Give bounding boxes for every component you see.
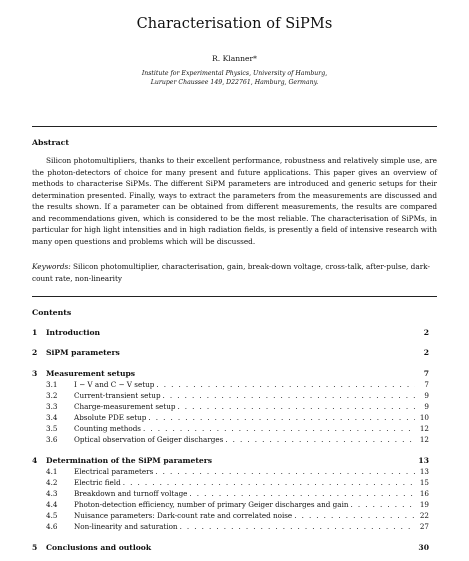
toc-leader-dots xyxy=(123,478,415,487)
toc-entry[interactable] xyxy=(32,543,429,554)
toc-entry-label: Optical observation of Geiger discharges xyxy=(74,435,224,444)
toc-entry-page: 7 xyxy=(423,369,429,378)
abstract-top-rule xyxy=(32,126,437,127)
toc-entry[interactable] xyxy=(32,391,429,402)
toc-entry-page: 13 xyxy=(419,467,429,476)
toc-entry[interactable] xyxy=(32,489,429,500)
toc-entry-number: 4.5 xyxy=(46,511,58,520)
toc-entry-label: Breakdown and turnoff voltage xyxy=(74,489,188,498)
toc-entry-page: 7 xyxy=(424,380,429,389)
toc-entry-number: 4.2 xyxy=(46,478,58,487)
toc-entry-label: Counting methods xyxy=(74,424,141,433)
toc-entry-label: Non-linearity and saturation xyxy=(74,522,178,531)
toc-entry-number: 4.3 xyxy=(46,489,58,498)
toc-entry-label: Photon-detection efficiency, number of primary Geiger discharges and gain xyxy=(74,500,349,509)
toc-entry[interactable] xyxy=(32,467,429,478)
abstract-text: Silicon photomultipliers, thanks to their excellent performance, robustness and relatively simple use, are the photon-detectors of choice for many present and future applications. This paper gives an overview of methods to characterise SiPMs. The different SiPM parameters are introduced and generic setups for their determination presented. Finally, ways to extract the parameters from the measurements are discussed and the results shown. If a parameter can be obtained from different measurements, the results are compared and recommendations given, which is considered to be the most reliable. The characterisation of SiPMs, in particular for high light intensities and in high radiation fields, is presently a field of intensive research with many open questions and problems which will be discussed. xyxy=(32,156,437,246)
keywords xyxy=(32,261,437,284)
toc-entry[interactable] xyxy=(32,369,429,380)
toc-entry-number: 3.1 xyxy=(46,380,58,389)
toc-entry-page: 12 xyxy=(419,435,429,444)
toc-leader-dots xyxy=(148,413,415,422)
toc-entry-label: Current-transient setup xyxy=(74,391,161,400)
toc-entry[interactable] xyxy=(32,424,429,435)
toc-entry-label: Measurement setups xyxy=(46,369,136,378)
toc-entry-page: 2 xyxy=(423,328,429,337)
toc-entry-page: 16 xyxy=(419,489,429,498)
toc-entry-label: Introduction xyxy=(46,328,101,337)
toc-entry[interactable] xyxy=(32,456,429,467)
toc-leader-dots xyxy=(189,489,415,498)
toc-leader-dots xyxy=(351,500,416,509)
toc-entry-number: 3.5 xyxy=(46,424,58,433)
keywords-label: Keywords: xyxy=(32,262,71,271)
toc-entry-page: 19 xyxy=(419,500,429,509)
toc-entry-label: SiPM parameters xyxy=(46,348,120,357)
toc-entry-label: Nuisance parameters: Dark-count rate and correlated noise xyxy=(74,511,293,520)
toc-entry-label: Electric field xyxy=(74,478,121,487)
toc-entry[interactable] xyxy=(32,522,429,533)
toc-entry-number: 3.2 xyxy=(46,391,58,400)
toc-entry-number: 4.6 xyxy=(46,522,58,531)
toc-entry-page: 12 xyxy=(419,424,429,433)
abstract-heading: Abstract xyxy=(32,138,70,147)
toc-entry-page: 10 xyxy=(419,413,429,422)
toc-entry[interactable] xyxy=(32,413,429,424)
author-name: R. Klanner* xyxy=(212,54,257,63)
toc-entry[interactable] xyxy=(32,511,429,522)
toc-entry-page: 22 xyxy=(419,511,429,520)
toc-entry-page: 9 xyxy=(424,391,429,400)
toc-entry-page: 2 xyxy=(423,348,429,357)
paper-title: Characterisation of SiPMs xyxy=(136,16,333,32)
toc-entry-page: 27 xyxy=(419,522,429,531)
toc-entry[interactable] xyxy=(32,500,429,511)
toc-entry-number: 3 xyxy=(32,369,38,378)
toc-leader-dots xyxy=(155,467,415,476)
toc-entry-page: 15 xyxy=(419,478,429,487)
toc-entry-page: 13 xyxy=(418,456,429,465)
toc-entry-number: 2 xyxy=(32,348,38,357)
toc-entry-number: 3.6 xyxy=(46,435,58,444)
toc-entry[interactable] xyxy=(32,402,429,413)
toc-leader-dots xyxy=(143,424,415,433)
toc-entry-number: 4.4 xyxy=(46,500,58,509)
toc-entry-number: 4 xyxy=(32,456,38,465)
affiliation-line-1: Institute for Experimental Physics, University of Hamburg, xyxy=(141,70,328,77)
toc-entry-page: 30 xyxy=(418,543,429,552)
toc-entry-number: 1 xyxy=(32,328,38,337)
toc-entry[interactable] xyxy=(32,348,429,359)
toc-entry[interactable] xyxy=(32,380,429,391)
toc-entry[interactable] xyxy=(32,328,429,339)
toc-entry-label: Electrical parameters xyxy=(74,467,154,476)
toc-entry-number: 3.4 xyxy=(46,413,58,422)
toc-entry-number: 4.1 xyxy=(46,467,58,476)
toc-entry-page: 9 xyxy=(424,402,429,411)
toc-entry-label: Determination of the SiPM parameters xyxy=(46,456,212,465)
toc-leader-dots xyxy=(225,435,415,444)
toc-entry[interactable] xyxy=(32,435,429,446)
toc-entry-number: 3.3 xyxy=(46,402,58,411)
toc-entry-label: Absolute PDE setup xyxy=(74,413,147,422)
toc-entry-label: Conclusions and outlook xyxy=(46,543,152,552)
toc-leader-dots xyxy=(156,380,415,389)
toc-entry-number: 5 xyxy=(32,543,38,552)
toc-entry-label: Charge-measurement setup xyxy=(74,402,176,411)
toc-leader-dots xyxy=(294,511,415,520)
toc-leader-dots xyxy=(177,402,415,411)
toc-leader-dots xyxy=(163,391,415,400)
toc-leader-dots xyxy=(180,522,415,531)
toc-entry[interactable] xyxy=(32,478,429,489)
toc-heading: Contents xyxy=(32,308,72,317)
toc-entry-label: I − V and C − V setup xyxy=(74,380,155,389)
keywords-text: Silicon photomultiplier, characterisation, gain, break-down voltage, cross-talk, after-pulse, dark-count rate, non-linearity xyxy=(32,262,430,283)
abstract-bottom-rule xyxy=(32,296,437,297)
affiliation xyxy=(0,69,469,88)
affiliation-line-2: Luruper Chaussee 149, D22761, Hamburg, Germany. xyxy=(150,79,319,87)
